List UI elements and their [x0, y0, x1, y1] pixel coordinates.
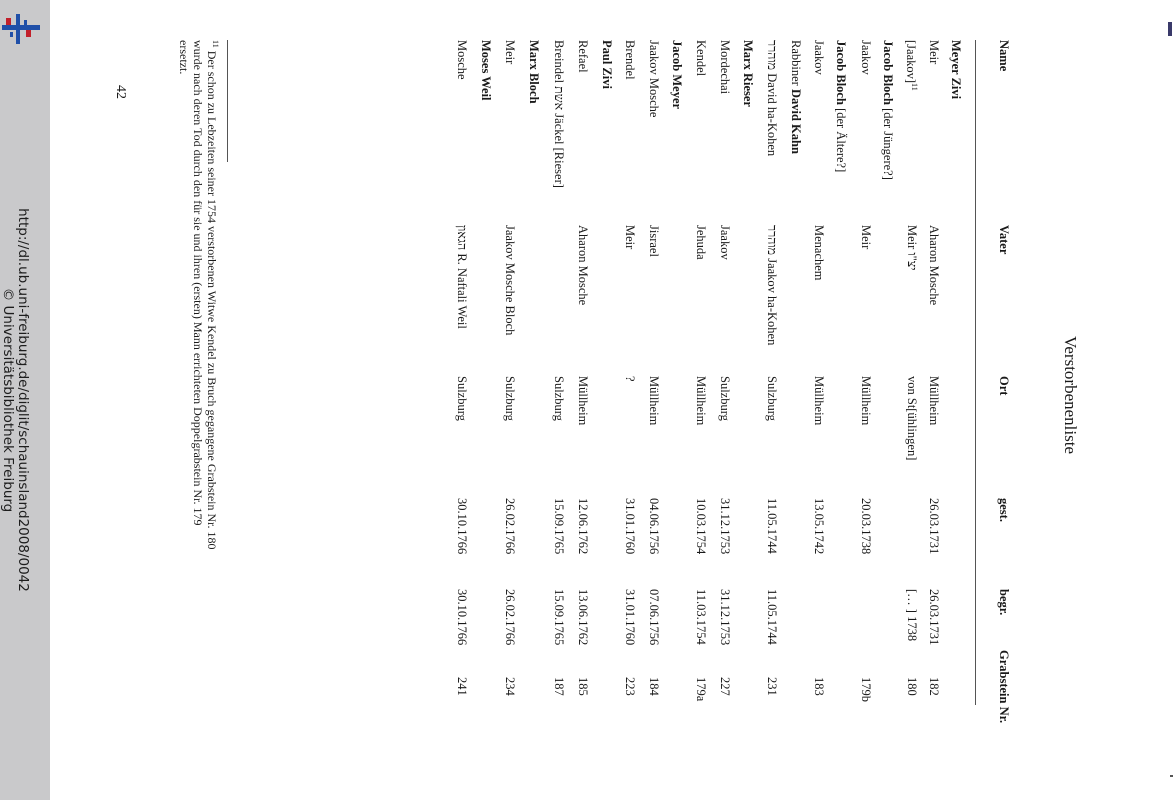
given-name: Meir — [927, 40, 941, 65]
given-name: Breindel אשת Jäckel [Rieser] — [552, 40, 566, 188]
cell-name — [622, 40, 637, 80]
header-begr: begr. — [997, 589, 1011, 616]
cell-name — [646, 40, 661, 117]
library-copyright: © Universitätsbibliothek Freiburg — [0, 287, 16, 513]
cell-grabstein-nr: 185 — [576, 677, 590, 696]
given-name: Jaakov — [812, 40, 826, 75]
cell-gest: 31.12.1753 — [718, 498, 732, 555]
table-row — [494, 40, 517, 760]
cell-name — [788, 40, 803, 154]
cell-vater: Menachem — [812, 225, 826, 281]
given-name: [der Jüngere?] — [881, 104, 895, 180]
table-row — [918, 40, 941, 760]
cell-gest: 13.05.1742 — [812, 498, 826, 555]
cell-begr: 26.02.1766 — [503, 589, 517, 646]
table-row — [940, 40, 963, 760]
family-name: Marx Rieser — [741, 40, 755, 107]
table-row — [614, 40, 637, 760]
cell-name — [858, 40, 873, 75]
cell-vater: Aharon Mosche — [576, 225, 590, 306]
table-row — [872, 40, 895, 760]
family-name: David Kahn — [789, 88, 803, 154]
table-row — [780, 40, 803, 760]
cell-name — [693, 40, 708, 76]
cell-gest: 10.03.1754 — [694, 498, 708, 555]
table-row — [732, 40, 755, 760]
header-grabstein-nr: Grabstein Nr. — [997, 650, 1011, 724]
cell-name — [526, 40, 541, 104]
cell-vater: Jehuda — [694, 225, 708, 260]
cell-vater: Jaakov Mosche Bloch — [503, 225, 517, 336]
cell-name — [926, 40, 941, 64]
given-name: Refael — [576, 40, 590, 73]
cell-grabstein-nr: 241 — [455, 677, 469, 696]
footnote-mark: 11 — [211, 40, 220, 48]
name-prefix: Rabbiner — [789, 40, 803, 89]
cell-vater: מוהרר Jaakov ha-Kohen — [765, 225, 779, 346]
given-name: Jaakov Mosche — [647, 40, 661, 118]
cell-begr: 15.09.1765 — [552, 589, 566, 646]
cell-vater: הגאון R. Naftali Weil — [455, 225, 469, 329]
cell-vater: Meir — [623, 225, 637, 250]
cell-begr: 26.03.1731 — [927, 589, 941, 646]
table-row — [591, 40, 614, 760]
table-row — [756, 40, 779, 760]
cell-name — [903, 40, 919, 91]
cell-name — [948, 40, 963, 99]
cell-grabstein-nr: 179b — [859, 677, 873, 702]
given-name: Jaakov — [859, 40, 873, 75]
cell-name — [575, 40, 590, 73]
cell-grabstein-nr: 231 — [765, 677, 779, 696]
page-number: 42 — [113, 85, 128, 99]
cell-begr: [… ] 1738 — [905, 589, 919, 642]
cell-vater: Meir יצ"ו — [905, 225, 919, 271]
cell-begr: 07.06.1756 — [647, 589, 661, 646]
family-name: Jacob Bloch — [834, 40, 848, 105]
cell-ort: Müllheim — [647, 376, 661, 426]
cell-gest: 04.06.1756 — [647, 498, 661, 555]
given-name: Meir — [503, 40, 517, 65]
cell-name — [880, 40, 895, 180]
cell-begr: 13.06.1762 — [576, 589, 590, 646]
given-name: [der Ältere?] — [834, 104, 848, 173]
cell-name — [599, 40, 614, 89]
footnote-rule — [227, 40, 228, 162]
footnote-text: Der schon zu Lebzeiten seiner 1754 verstorbenen Witwe Kendel zu Bruch gegangene Grabstein Nr. 180 wurde nach deren Tod durch den für sie und ihren (ersten) Mann errichteten Doppelgrabstein Nr. 179 ersetzt. — [177, 40, 219, 550]
cell-grabstein-nr: 223 — [623, 677, 637, 696]
cell-grabstein-nr: 187 — [552, 677, 566, 696]
table-row — [850, 40, 873, 760]
table-row — [896, 40, 919, 760]
given-name: מוהרר David ha-Kohen — [765, 40, 779, 157]
library-url[interactable]: http://dl.ub.uni-freiburg.de/diglit/schauinsland2008/0042 — [15, 208, 31, 592]
cell-grabstein-nr: 183 — [812, 677, 826, 696]
given-name: Brendel — [623, 40, 637, 80]
given-name: Mosche — [455, 40, 469, 80]
table-row — [567, 40, 590, 760]
table-row — [825, 40, 848, 760]
family-name: Meyer Zivi — [949, 40, 963, 100]
family-name: Paul Zivi — [600, 40, 614, 89]
given-name: Kendel — [694, 40, 708, 77]
page-content — [100, 40, 1080, 760]
table-row — [470, 40, 493, 760]
page-title: Verstorbenenliste — [1061, 335, 1080, 455]
family-name: Jacob Bloch — [881, 40, 895, 105]
cell-begr: 11.03.1754 — [694, 589, 708, 645]
cell-gest: 15.09.1765 — [552, 498, 566, 555]
cell-gest: 26.03.1731 — [927, 498, 941, 555]
table-row — [709, 40, 732, 760]
cell-ort: von St[ühlingen] — [905, 376, 919, 461]
cell-gest: 11.05.1744 — [765, 498, 779, 554]
header-rule — [975, 40, 976, 705]
given-name: [Jaakov] — [903, 40, 918, 84]
cell-name — [502, 40, 517, 64]
cell-vater: Jaakov — [718, 225, 732, 260]
header-ort: Ort — [997, 376, 1011, 396]
cell-name — [811, 40, 826, 75]
cell-name — [764, 40, 779, 156]
cell-begr: 30.10.1766 — [455, 589, 469, 646]
cell-begr: 11.05.1744 — [765, 589, 779, 645]
cell-gest: 31.01.1760 — [623, 498, 637, 555]
cell-ort: Sulzburg — [503, 376, 517, 421]
cell-ort: Müllheim — [927, 376, 941, 426]
cell-gest: 20.03.1738 — [859, 498, 873, 555]
table-row — [803, 40, 826, 760]
cell-ort: Müllheim — [812, 376, 826, 426]
cell-name — [669, 40, 684, 109]
cell-ort: Sulzburg — [455, 376, 469, 421]
given-name: Mordechai — [718, 40, 732, 95]
cell-name — [454, 40, 469, 80]
cell-vater: Jisrael — [647, 225, 661, 257]
cell-name — [551, 40, 566, 188]
table-row — [446, 40, 469, 760]
family-name: Marx Bloch — [527, 40, 541, 104]
cell-grabstein-nr: 184 — [647, 677, 661, 696]
cell-gest: 30.10.1766 — [455, 498, 469, 555]
cell-ort: Müllheim — [576, 376, 590, 426]
cell-name — [478, 40, 493, 101]
cell-begr: 31.12.1753 — [718, 589, 732, 646]
family-name: Moses Weil — [479, 40, 493, 101]
footnote — [177, 40, 222, 560]
cell-grabstein-nr: 180 — [905, 677, 919, 696]
table-row — [661, 40, 684, 760]
table-row — [518, 40, 541, 760]
cell-ort: Sulzburg — [718, 376, 732, 421]
header-name: Name — [997, 40, 1011, 72]
cell-grabstein-nr: 234 — [503, 677, 517, 696]
cell-gest: 12.06.1762 — [576, 498, 590, 555]
cell-grabstein-nr: 227 — [718, 677, 732, 696]
cell-name — [740, 40, 755, 107]
cell-ort: Sulzburg — [552, 376, 566, 421]
table-row — [638, 40, 661, 760]
header-vater: Vater — [997, 225, 1011, 255]
cell-grabstein-nr: 179a — [694, 677, 708, 702]
cell-name — [717, 40, 732, 94]
cell-ort: Müllheim — [859, 376, 873, 426]
cell-grabstein-nr: 182 — [927, 677, 941, 696]
cell-begr: 31.01.1760 — [623, 589, 637, 646]
cell-vater: Meir — [859, 225, 873, 250]
cell-name — [833, 40, 848, 172]
cell-ort: Müllheim — [694, 376, 708, 426]
header-gest: gest. — [997, 498, 1011, 522]
cell-gest: 26.02.1766 — [503, 498, 517, 555]
table-row — [685, 40, 708, 760]
cell-ort: ? — [623, 376, 637, 382]
table-row — [543, 40, 566, 760]
family-name: Jacob Meyer — [670, 40, 684, 110]
footnote-ref[interactable]: 11 — [910, 83, 919, 91]
cell-ort: Sulzburg — [765, 376, 779, 421]
cell-vater: Aharon Mosche — [927, 225, 941, 306]
